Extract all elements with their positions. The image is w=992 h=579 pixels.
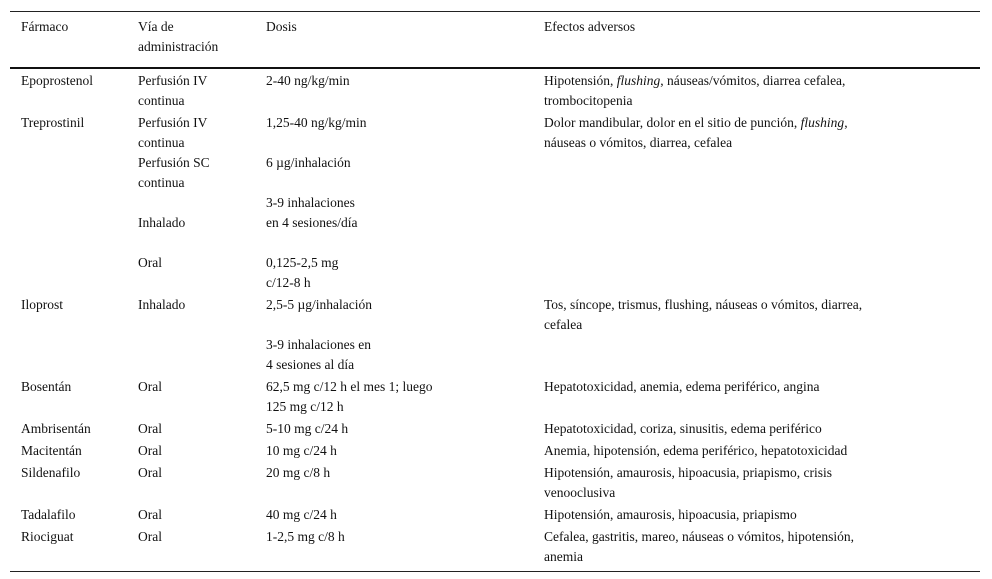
cell-dosis xyxy=(266,419,544,441)
via-line: continua xyxy=(138,135,185,150)
dosis-line: 1,25-40 ng/kg/min xyxy=(266,115,367,130)
dosis-line: 1-2,5 mg c/8 h xyxy=(266,529,345,544)
efectos-text: Hipotensión, xyxy=(544,73,617,88)
dosis-line: 3-9 inhalaciones en xyxy=(266,337,371,352)
dosis-line: 2,5-5 µg/inhalación xyxy=(266,297,373,312)
cell-dosis xyxy=(266,377,544,419)
efectos-text-cont: , náuseas o vómitos, diarrea, cefalea xyxy=(544,115,848,150)
cell-via xyxy=(138,463,266,505)
via-line: Oral xyxy=(138,379,162,394)
dosis-line: 3-9 inhalaciones xyxy=(266,195,355,210)
efectos-text: Dolor mandibular, dolor en el sitio de punción, xyxy=(544,115,801,130)
cell-dosis xyxy=(266,463,544,505)
drug-table xyxy=(10,11,980,572)
dosis-line xyxy=(266,173,544,193)
efectos-text: Cefalea, gastritis, mareo, náuseas o vómitos, hipotensión, anemia xyxy=(544,529,855,564)
dosis-line: 20 mg c/8 h xyxy=(266,465,331,480)
via-line xyxy=(138,233,266,253)
dosis-line xyxy=(266,233,544,253)
cell-farmaco: Iloprost xyxy=(21,297,63,312)
cell-farmaco: Bosentán xyxy=(21,379,72,394)
cell-via xyxy=(138,441,266,463)
via-line: Oral xyxy=(138,507,162,522)
via-line: Oral xyxy=(138,421,162,436)
table-header-row xyxy=(10,12,980,67)
cell-efectos xyxy=(544,505,980,527)
cell-efectos xyxy=(544,71,980,113)
dosis-line: 2-40 ng/kg/min xyxy=(266,73,350,88)
efectos-text: Hepatotoxicidad, coriza, sinusitis, edema periférico xyxy=(544,421,822,436)
dosis-line: 125 mg c/12 h xyxy=(266,399,344,414)
via-line: Perfusión IV xyxy=(138,73,208,88)
cell-efectos xyxy=(544,441,980,463)
via-line: Inhalado xyxy=(138,297,186,312)
efectos-text: Hipotensión, amaurosis, hipoacusia, priapismo, crisis venooclusiva xyxy=(544,465,832,500)
dosis-line: c/12-8 h xyxy=(266,275,311,290)
table-row xyxy=(10,505,980,527)
table-row xyxy=(10,295,980,377)
dosis-line: 6 µg/inhalación xyxy=(266,155,351,170)
via-line: Oral xyxy=(138,465,162,480)
cell-dosis xyxy=(266,295,544,377)
dosis-line: 62,5 mg c/12 h el mes 1; luego xyxy=(266,379,433,394)
header-dosis: Dosis xyxy=(266,19,297,34)
via-line: Oral xyxy=(138,529,162,544)
efectos-text-cont: , náuseas/vómitos, diarrea cefalea, trombocitopenia xyxy=(544,73,846,108)
table-row xyxy=(10,419,980,441)
cell-efectos xyxy=(544,377,980,419)
efectos-text: Hipotensión, amaurosis, hipoacusia, priapismo xyxy=(544,507,797,522)
efectos-text: Hepatotoxicidad, anemia, edema periférico, angina xyxy=(544,379,820,394)
cell-via xyxy=(138,113,266,295)
dosis-line: 0,125-2,5 mg xyxy=(266,255,339,270)
table-row xyxy=(10,527,980,567)
dosis-line: 40 mg c/24 h xyxy=(266,507,337,522)
cell-via xyxy=(138,377,266,419)
via-line: continua xyxy=(138,93,185,108)
cell-farmaco: Tadalafilo xyxy=(21,507,76,522)
dosis-line: 5-10 mg c/24 h xyxy=(266,421,349,436)
cell-dosis xyxy=(266,505,544,527)
table-row xyxy=(10,441,980,463)
cell-via xyxy=(138,295,266,377)
cell-dosis xyxy=(266,441,544,463)
via-line: Perfusión SC xyxy=(138,155,210,170)
via-line: continua xyxy=(138,175,185,190)
cell-efectos xyxy=(544,113,980,295)
cell-via xyxy=(138,505,266,527)
via-line xyxy=(138,193,266,213)
cell-dosis xyxy=(266,527,544,567)
efectos-emphasis: flushing xyxy=(800,115,845,130)
cell-farmaco: Treprostinil xyxy=(21,115,85,130)
cell-dosis xyxy=(266,71,544,113)
via-line: Oral xyxy=(138,443,162,458)
via-line: Oral xyxy=(138,255,162,270)
header-efectos: Efectos adversos xyxy=(544,19,636,34)
cell-farmaco: Macitentán xyxy=(21,443,82,458)
cell-farmaco: Ambrisentán xyxy=(21,421,91,436)
cell-farmaco: Sildenafilo xyxy=(21,465,81,480)
header-farmaco: Fármaco xyxy=(21,19,69,34)
cell-efectos xyxy=(544,295,980,377)
dosis-line xyxy=(266,315,544,335)
table-row xyxy=(10,377,980,419)
table-body xyxy=(10,69,980,571)
via-line: Inhalado xyxy=(138,215,186,230)
cell-farmaco: Epoprostenol xyxy=(21,73,93,88)
cell-efectos xyxy=(544,419,980,441)
table-bottom-rule xyxy=(10,571,980,572)
dosis-line: en 4 sesiones/día xyxy=(266,215,358,230)
table-row xyxy=(10,113,980,295)
header-via: Vía de administración xyxy=(138,19,219,54)
cell-efectos xyxy=(544,463,980,505)
efectos-text: Anemia, hipotensión, edema periférico, hepatotoxicidad xyxy=(544,443,848,458)
cell-via xyxy=(138,419,266,441)
cell-farmaco: Riociguat xyxy=(21,529,74,544)
dosis-line: 4 sesiones al día xyxy=(266,357,355,372)
cell-efectos xyxy=(544,527,980,567)
cell-via xyxy=(138,527,266,567)
cell-dosis xyxy=(266,113,544,295)
cell-via xyxy=(138,71,266,113)
efectos-text: Tos, síncope, trismus, flushing, náuseas o vómitos, diarrea, cefalea xyxy=(544,297,863,332)
dosis-line xyxy=(266,133,544,153)
via-line: Perfusión IV xyxy=(138,115,208,130)
efectos-emphasis: flushing xyxy=(616,73,661,88)
table-row xyxy=(10,71,980,113)
dosis-line: 10 mg c/24 h xyxy=(266,443,337,458)
table-row xyxy=(10,463,980,505)
